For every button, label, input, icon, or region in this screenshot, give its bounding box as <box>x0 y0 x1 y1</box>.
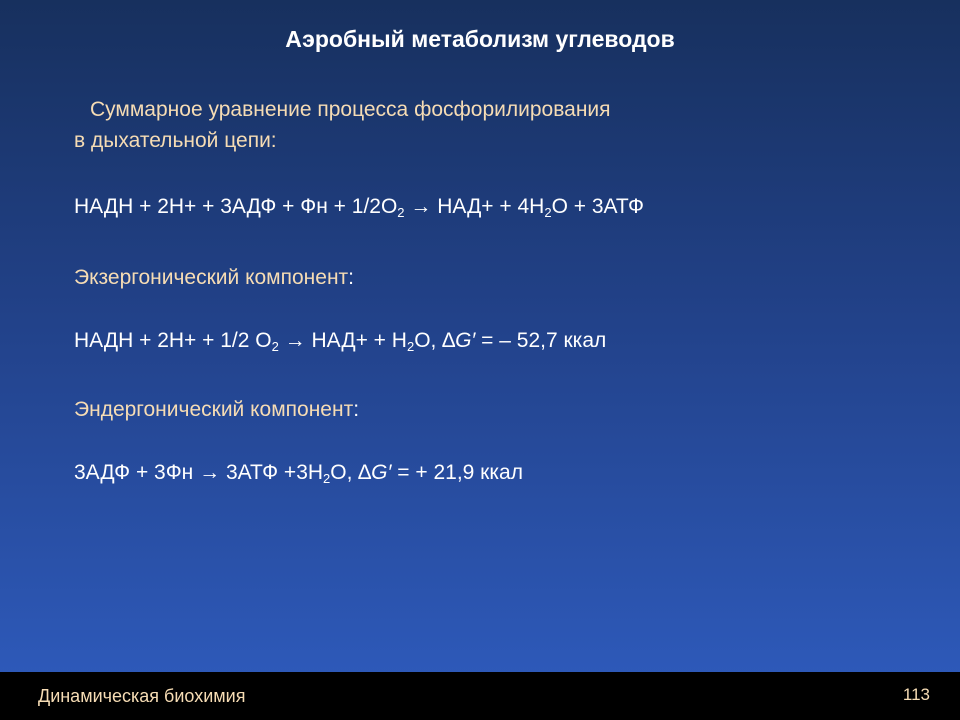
equation-exergonic-sub2: 2 <box>406 339 415 354</box>
equation-exergonic-part3: О, <box>414 329 443 352</box>
equation-exergonic-part2: → НАД+ + Н <box>278 329 407 352</box>
footer-course-label: Динамическая биохимия <box>38 686 246 706</box>
equation-endergonic-value: = + 21,9 ккал <box>391 461 523 484</box>
slide-number: 113 <box>902 685 930 704</box>
gibbs-symbol: G′ <box>455 329 476 352</box>
equation-exergonic-part1: НАДН + 2Н+ + 1/2 О <box>74 329 272 352</box>
summary-line-2: в дыхательной цепи: <box>74 129 277 152</box>
equation-endergonic-sub1: 2 <box>323 471 331 486</box>
equation-overall-part2: → НАД+ + 4Н <box>404 195 545 218</box>
equation-overall <box>74 191 644 222</box>
equation-exergonic-sub1: 2 <box>271 339 279 354</box>
endergonic-heading-text: Эндергонический компонент <box>74 398 354 421</box>
footer-bar <box>0 672 960 720</box>
summary-line-1: Суммарное уравнение процесса фосфорилирования <box>90 98 611 121</box>
equation-overall-part3: О + 3АТФ <box>551 195 644 218</box>
equation-endergonic-part2: О, <box>330 461 359 484</box>
delta-symbol: ∆ <box>358 461 372 484</box>
delta-symbol: ∆ <box>442 329 456 352</box>
exergonic-heading-text: Экзергонический компонент <box>74 266 349 289</box>
equation-overall-part1: НАДН + 2Н+ + 3АДФ + Фн + 1/2О <box>74 195 398 218</box>
equation-endergonic-part1: 3АДФ + 3Фн → 3АТФ +3Н <box>74 461 324 484</box>
equation-exergonic <box>74 325 606 356</box>
endergonic-heading <box>74 394 359 425</box>
equation-overall-sub1: 2 <box>397 205 405 220</box>
exergonic-heading <box>74 262 354 293</box>
summary-text <box>74 94 611 156</box>
equation-exergonic-value: = – 52,7 ккал <box>475 329 607 352</box>
gibbs-symbol: G′ <box>371 461 392 484</box>
equation-overall-sub2: 2 <box>544 205 552 220</box>
endergonic-heading-colon: : <box>353 398 360 421</box>
slide-title: Аэробный метаболизм углеводов <box>285 26 675 52</box>
exergonic-heading-colon: : <box>348 266 355 289</box>
equation-endergonic <box>74 457 523 488</box>
